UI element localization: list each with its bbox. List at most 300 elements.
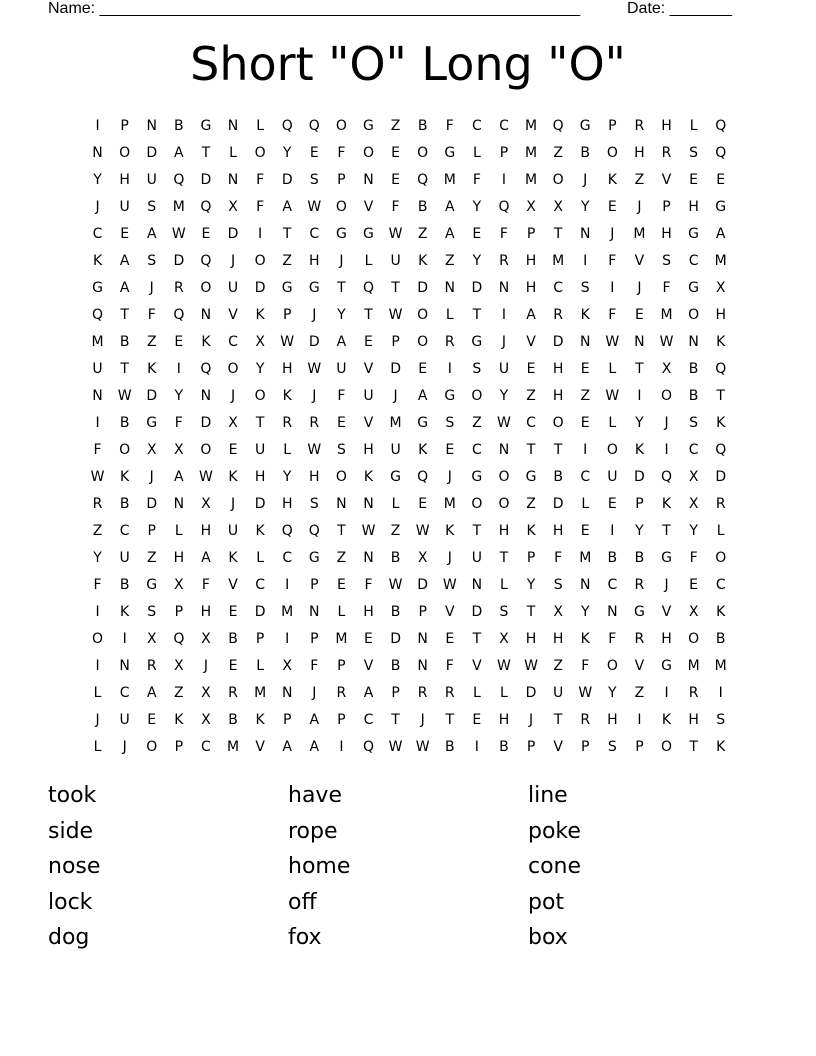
grid-letter: D: [200, 171, 212, 188]
grid-letter: C: [119, 522, 130, 539]
grid-row: [84, 571, 736, 598]
grid-letter: R: [282, 414, 293, 431]
word-list-item: line: [528, 783, 568, 808]
grid-letter: H: [200, 522, 212, 539]
grid-letter: E: [228, 657, 238, 674]
grid-letter: Z: [390, 117, 401, 134]
grid-letter: H: [254, 468, 266, 485]
grid-letter: H: [309, 468, 320, 485]
grid-letter: J: [637, 279, 642, 296]
grid-letter: N: [363, 495, 374, 512]
grid-letter: O: [254, 144, 266, 161]
grid-letter: J: [447, 468, 452, 485]
grid-letter: Y: [93, 171, 102, 188]
grid-letter: Y: [635, 414, 644, 431]
grid-letter: J: [312, 684, 317, 701]
grid-letter: Q: [173, 306, 185, 323]
grid-letter: B: [688, 387, 699, 404]
grid-letter: Z: [634, 171, 645, 188]
grid-letter: K: [120, 603, 130, 620]
grid-letter: V: [634, 657, 645, 674]
grid-letter: V: [228, 306, 238, 323]
grid-letter: N: [92, 144, 103, 161]
grid-letter: L: [174, 522, 183, 539]
grid-letter: Q: [552, 117, 564, 134]
grid-letter: I: [95, 117, 100, 134]
grid-letter: X: [553, 603, 563, 620]
grid-letter: S: [309, 171, 319, 188]
grid-letter: T: [716, 387, 725, 404]
grid-letter: D: [308, 333, 320, 350]
grid-letter: K: [228, 468, 238, 485]
grid-letter: B: [228, 711, 238, 728]
grid-letter: T: [201, 144, 211, 161]
grid-letter: G: [363, 225, 374, 242]
grid-letter: V: [228, 576, 238, 593]
grid-letter: M: [226, 738, 240, 755]
grid-letter: N: [417, 630, 428, 647]
grid-letter: J: [312, 306, 317, 323]
grid-letter: O: [92, 630, 104, 647]
grid-letter: M: [714, 657, 727, 674]
grid-letter: T: [662, 522, 671, 539]
grid-letter: C: [471, 117, 482, 134]
grid-letter: L: [472, 144, 481, 161]
word-list-column-2: [288, 780, 508, 958]
grid-letter: N: [200, 306, 212, 323]
grid-letter: D: [552, 495, 564, 512]
grid-letter: R: [173, 279, 184, 296]
grid-letter: T: [282, 225, 292, 242]
grid-letter: W: [307, 360, 322, 377]
grid-letter: E: [445, 630, 455, 647]
grid-letter: I: [95, 414, 100, 431]
grid-letter: H: [552, 630, 564, 647]
grid-letter: G: [525, 468, 537, 485]
grid-letter: W: [497, 414, 511, 431]
grid-letter: X: [174, 576, 184, 593]
grid-letter: Z: [553, 657, 563, 674]
grid-letter: M: [525, 117, 538, 134]
grid-letter: O: [552, 414, 564, 431]
grid-letter: V: [444, 603, 455, 620]
word-search-grid: [84, 112, 736, 760]
grid-letter: E: [228, 441, 238, 458]
grid-letter: K: [201, 333, 211, 350]
grid-letter: N: [607, 603, 618, 620]
grid-letter: T: [255, 414, 265, 431]
grid-letter: C: [607, 576, 618, 593]
grid-letter: D: [146, 495, 158, 512]
grid-letter: P: [391, 333, 400, 350]
grid-letter: S: [309, 495, 319, 512]
grid-letter: F: [445, 657, 454, 674]
grid-letter: Y: [282, 468, 292, 485]
grid-letter: I: [339, 738, 344, 755]
grid-letter: L: [500, 576, 508, 593]
grid-row: [84, 679, 736, 706]
grid-letter: T: [391, 711, 400, 728]
grid-letter: E: [580, 360, 590, 377]
grid-letter: Z: [580, 387, 591, 404]
grid-letter: M: [335, 630, 348, 647]
grid-letter: O: [417, 306, 429, 323]
grid-letter: Q: [308, 117, 320, 134]
grid-letter: X: [688, 468, 699, 485]
grid-letter: T: [337, 522, 346, 539]
grid-letter: O: [254, 387, 266, 404]
grid-letter: L: [472, 684, 481, 701]
grid-letter: O: [552, 171, 564, 188]
grid-letter: G: [661, 657, 672, 674]
grid-letter: S: [716, 711, 726, 728]
grid-letter: P: [499, 144, 509, 161]
grid-letter: B: [499, 738, 509, 755]
grid-letter: L: [364, 252, 373, 269]
grid-letter: Z: [634, 684, 645, 701]
grid-letter: A: [146, 684, 157, 701]
grid-row: [84, 301, 736, 328]
grid-letter: V: [661, 603, 672, 620]
grid-letter: I: [122, 630, 127, 647]
grid-letter: K: [445, 522, 455, 539]
grid-letter: R: [444, 333, 455, 350]
grid-letter: N: [579, 225, 591, 242]
grid-letter: A: [119, 252, 130, 269]
grid-letter: T: [337, 279, 346, 296]
grid-letter: I: [583, 441, 588, 458]
grid-letter: X: [228, 414, 238, 431]
grid-letter: A: [444, 225, 455, 242]
grid-letter: Y: [472, 252, 482, 269]
grid-letter: K: [282, 387, 292, 404]
grid-letter: Z: [92, 522, 103, 539]
grid-letter: P: [174, 738, 184, 755]
grid-letter: T: [526, 603, 536, 620]
grid-letter: T: [499, 549, 509, 566]
grid-letter: Q: [308, 522, 320, 539]
grid-letter: O: [688, 630, 700, 647]
grid-row: [84, 139, 736, 166]
grid-letter: R: [417, 684, 428, 701]
grid-letter: H: [309, 252, 320, 269]
grid-letter: X: [201, 495, 211, 512]
grid-letter: I: [664, 684, 669, 701]
grid-letter: W: [280, 333, 295, 350]
grid-letter: P: [635, 738, 644, 755]
grid-letter: Y: [580, 198, 590, 215]
grid-letter: N: [146, 117, 157, 134]
grid-letter: Z: [526, 495, 536, 512]
grid-letter: F: [310, 657, 319, 674]
page-title: Short "O" Long "O": [190, 37, 626, 91]
grid-letter: T: [553, 441, 563, 458]
grid-letter: J: [501, 333, 507, 350]
grid-letter: B: [444, 738, 455, 755]
word-list-item: side: [48, 818, 94, 844]
grid-letter: D: [254, 603, 266, 620]
grid-letter: M: [443, 495, 456, 512]
grid-letter: D: [471, 279, 483, 296]
grid-row: [84, 733, 736, 760]
grid-letter: K: [228, 549, 238, 566]
grid-letter: O: [200, 441, 212, 458]
grid-letter: T: [635, 360, 644, 377]
grid-letter: U: [146, 171, 157, 188]
grid-letter: H: [661, 117, 672, 134]
grid-letter: I: [474, 738, 479, 755]
grid-letter: L: [608, 360, 617, 377]
grid-letter: H: [688, 711, 699, 728]
grid-letter: U: [607, 468, 618, 485]
grid-letter: U: [227, 522, 239, 539]
grid-letter: I: [637, 387, 642, 404]
grid-letter: S: [499, 603, 509, 620]
grid-row: [84, 220, 736, 247]
grid-letter: B: [607, 549, 618, 566]
grid-letter: X: [255, 333, 265, 350]
grid-letter: K: [174, 711, 184, 728]
grid-letter: E: [364, 630, 373, 647]
grid-row: [84, 625, 736, 652]
grid-letter: F: [337, 387, 346, 404]
grid-letter: I: [447, 360, 452, 377]
grid-letter: Z: [553, 144, 563, 161]
grid-letter: E: [336, 414, 346, 431]
grid-letter: K: [716, 414, 726, 431]
grid-letter: W: [388, 225, 403, 242]
grid-letter: L: [93, 738, 102, 755]
grid-letter: Y: [526, 576, 536, 593]
grid-letter: L: [716, 522, 725, 539]
grid-letter: W: [497, 657, 511, 674]
grid-row: [84, 706, 736, 733]
grid-letter: V: [255, 738, 265, 755]
word-list-item: took: [48, 783, 97, 808]
grid-letter: N: [92, 387, 103, 404]
grid-letter: N: [498, 441, 510, 458]
grid-letter: A: [174, 144, 184, 161]
grid-row: [84, 463, 736, 490]
grid-letter: A: [417, 387, 428, 404]
grid-letter: A: [309, 738, 320, 755]
word-list-item: rope: [288, 818, 338, 844]
grid-letter: C: [526, 414, 536, 431]
grid-row: [84, 166, 736, 193]
grid-letter: M: [552, 252, 565, 269]
grid-row: [84, 193, 736, 220]
grid-letter: D: [227, 225, 239, 242]
grid-letter: L: [256, 657, 265, 674]
grid-letter: N: [281, 684, 293, 701]
grid-letter: Y: [689, 522, 698, 539]
grid-letter: M: [525, 144, 538, 161]
grid-letter: N: [200, 387, 212, 404]
grid-letter: O: [417, 333, 429, 350]
grid-letter: M: [389, 414, 402, 431]
grid-letter: A: [715, 225, 726, 242]
grid-letter: K: [255, 711, 265, 728]
grid-letter: O: [715, 549, 727, 566]
grid-letter: R: [336, 684, 347, 701]
grid-letter: E: [120, 225, 130, 242]
grid-letter: K: [716, 738, 726, 755]
grid-letter: R: [228, 684, 238, 701]
grid-letter: L: [608, 414, 617, 431]
grid-letter: B: [119, 414, 130, 431]
grid-letter: U: [553, 684, 564, 701]
grid-letter: H: [363, 603, 374, 620]
grid-letter: S: [147, 252, 157, 269]
grid-letter: G: [200, 117, 212, 134]
grid-letter: O: [661, 387, 673, 404]
grid-letter: X: [499, 630, 509, 647]
grid-letter: V: [661, 171, 672, 188]
grid-letter: O: [498, 468, 510, 485]
grid-letter: Q: [715, 117, 727, 134]
grid-letter: R: [634, 117, 645, 134]
grid-letter: E: [716, 171, 726, 188]
grid-letter: F: [256, 198, 265, 215]
grid-letter: P: [635, 495, 644, 512]
grid-letter: U: [119, 198, 130, 215]
grid-letter: H: [281, 495, 293, 512]
grid-letter: S: [580, 279, 590, 296]
grid-letter: N: [688, 333, 699, 350]
grid-letter: F: [93, 576, 102, 593]
grid-letter: G: [92, 279, 103, 296]
grid-letter: D: [634, 468, 645, 485]
grid-letter: H: [634, 144, 645, 161]
grid-letter: W: [388, 306, 403, 323]
grid-row: [84, 328, 736, 355]
grid-letter: W: [307, 198, 322, 215]
grid-letter: H: [200, 603, 212, 620]
grid-letter: P: [147, 522, 156, 539]
grid-letter: G: [661, 549, 672, 566]
grid-letter: L: [500, 684, 508, 701]
grid-letter: A: [526, 306, 536, 323]
grid-letter: E: [391, 171, 400, 188]
grid-letter: B: [174, 117, 184, 134]
grid-letter: F: [499, 225, 508, 242]
grid-letter: P: [526, 738, 536, 755]
grid-letter: K: [661, 711, 672, 728]
grid-letter: W: [605, 387, 620, 404]
grid-letter: T: [120, 306, 129, 323]
grid-letter: I: [258, 225, 263, 242]
grid-letter: L: [689, 117, 698, 134]
grid-letter: Q: [92, 306, 104, 323]
grid-letter: L: [283, 441, 292, 458]
grid-letter: B: [715, 630, 726, 647]
grid-letter: P: [282, 711, 292, 728]
grid-letter: S: [662, 252, 671, 269]
grid-letter: K: [716, 603, 726, 620]
grid-letter: Q: [173, 171, 185, 188]
grid-letter: E: [472, 225, 482, 242]
grid-letter: Q: [281, 117, 293, 134]
word-list-column-3: [528, 780, 748, 958]
grid-letter: H: [173, 549, 185, 566]
grid-letter: X: [174, 657, 184, 674]
grid-letter: I: [176, 360, 181, 377]
grid-letter: D: [254, 495, 266, 512]
grid-letter: P: [581, 738, 590, 755]
word-list-item: fox: [288, 925, 322, 950]
grid-letter: S: [689, 144, 699, 161]
grid-letter: Q: [200, 198, 212, 215]
grid-letter: P: [662, 198, 671, 215]
grid-letter: E: [607, 495, 617, 512]
grid-letter: G: [688, 225, 700, 242]
grid-letter: O: [471, 387, 483, 404]
grid-letter: G: [308, 279, 320, 296]
grid-letter: W: [659, 333, 674, 350]
grid-letter: W: [578, 684, 593, 701]
grid-letter: D: [146, 387, 158, 404]
grid-letter: L: [256, 549, 265, 566]
grid-letter: U: [254, 441, 266, 458]
grid-letter: W: [605, 333, 620, 350]
grid-letter: T: [553, 711, 563, 728]
grid-letter: P: [526, 225, 536, 242]
grid-letter: N: [363, 549, 374, 566]
grid-row: [84, 652, 736, 679]
grid-letter: B: [119, 576, 130, 593]
grid-letter: W: [117, 387, 132, 404]
grid-letter: D: [390, 630, 401, 647]
grid-letter: B: [417, 198, 428, 215]
date-field-label: Date: _______: [627, 0, 732, 17]
grid-letter: U: [336, 360, 347, 377]
grid-letter: C: [471, 441, 482, 458]
grid-letter: O: [146, 738, 158, 755]
grid-letter: A: [282, 738, 292, 755]
grid-letter: V: [363, 360, 374, 377]
grid-letter: W: [307, 441, 322, 458]
grid-letter: X: [146, 630, 157, 647]
grid-letter: N: [579, 333, 591, 350]
grid-letter: H: [552, 360, 564, 377]
grid-letter: T: [472, 630, 482, 647]
grid-letter: D: [200, 414, 212, 431]
grid-letter: E: [174, 333, 184, 350]
grid-letter: U: [498, 360, 510, 377]
grid-letter: F: [337, 144, 346, 161]
grid-letter: J: [230, 252, 236, 269]
grid-letter: V: [363, 414, 374, 431]
grid-letter: H: [607, 711, 618, 728]
grid-letter: F: [608, 630, 617, 647]
grid-letter: R: [309, 414, 320, 431]
grid-letter: O: [119, 144, 131, 161]
grid-letter: A: [363, 684, 374, 701]
grid-letter: R: [634, 576, 645, 593]
grid-letter: N: [336, 495, 347, 512]
grid-letter: A: [201, 549, 211, 566]
grid-letter: E: [580, 414, 590, 431]
grid-letter: S: [336, 441, 346, 458]
grid-letter: G: [146, 576, 158, 593]
grid-letter: S: [689, 414, 699, 431]
grid-letter: X: [201, 711, 211, 728]
grid-letter: D: [417, 576, 429, 593]
grid-letter: R: [715, 495, 726, 512]
grid-letter: D: [715, 468, 727, 485]
grid-letter: J: [528, 711, 534, 728]
grid-letter: J: [230, 495, 236, 512]
